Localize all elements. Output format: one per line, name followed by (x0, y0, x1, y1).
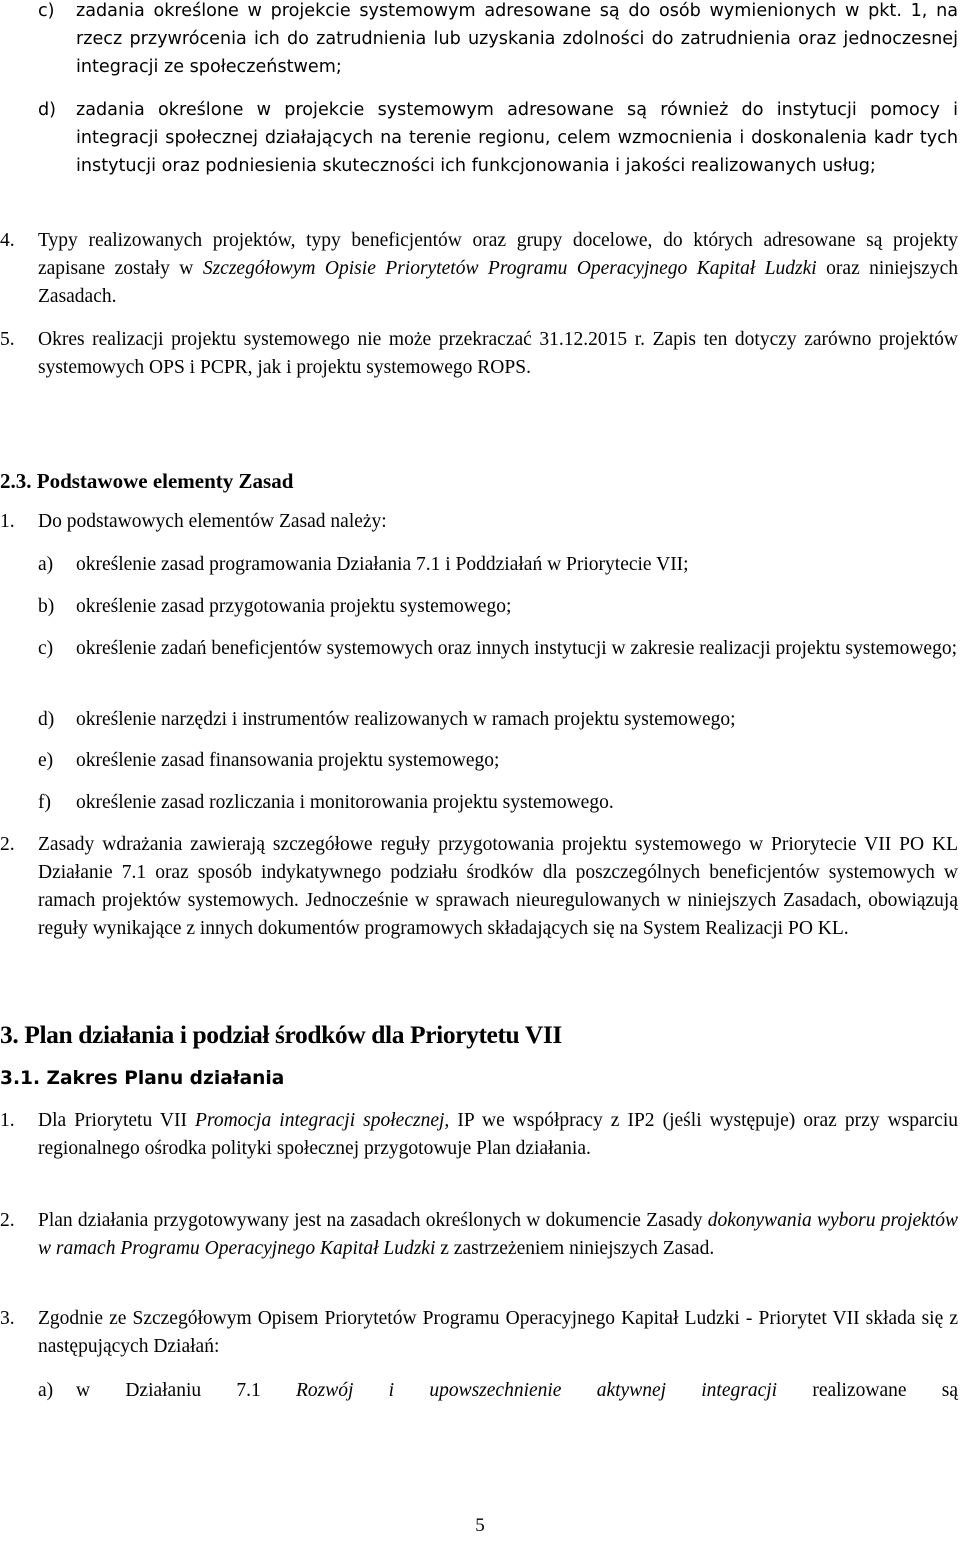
list-item-text: zadania określone w projekcie systemowym adresowane są również do instytucji pomocy i integracji społecznej działających na terenie regionu, celem wzmocnienia i doskonalenia kadr tych instytucji oraz podniesienia skuteczności ich funkcjonowania i jakości realizowanych usług; (76, 100, 958, 176)
paragraph-text: Zasady wdrażania zawierają szczegółowe reguły przygotowania projektu systemowego w Priorytecie VII PO KL Działanie 7.1 oraz sposób indykatywnego podziału środków dla poszczególnych beneficjentów systemowych w ramach projektów systemowych. Jednocześnie w sprawach nieuregulowanych w niniejszych Zasadach, obowiązują reguły wynikające z innych dokumentów programowych składających się na System Realizacji PO KL. (38, 834, 958, 939)
list-marker: d) (38, 709, 55, 730)
paragraph-number: 4. (0, 230, 15, 251)
paragraph-number: 5. (0, 329, 15, 350)
list-item-text: określenie zasad finansowania projektu systemowego; (76, 750, 500, 771)
italic-priority-title: Promocja integracji społecznej, (195, 1110, 450, 1131)
paragraph-number: 3. (0, 1308, 15, 1329)
list-item-text: określenie narzędzi i instrumentów realizowanych w ramach projektu systemowego; (76, 709, 736, 730)
list-item-a (38, 551, 958, 579)
page-number: 5 (475, 1515, 485, 1536)
text-run: Typy realizowanych projektów, typy beneficjentów oraz grupy docelowe, do których adresowane są projekty zapisane zostały w (38, 230, 958, 279)
text-run: Plan działania przygotowywany jest na zasadach określonych w dokumencie Zasady (38, 1210, 708, 1231)
numbered-paragraph-3 (0, 1305, 958, 1361)
list-marker: d) (38, 100, 57, 120)
paragraph-number: 2. (0, 1210, 15, 1231)
paragraph-text: Okres realizacji projektu systemowego nie może przekraczać 31.12.2015 r. Zapis ten dotyczy zarówno projektów systemowych OPS i PCPR, jak i projektu systemowego ROPS. (38, 329, 958, 378)
text-run: oraz niniejszych Zasadach. (38, 258, 958, 307)
list-item-d-continued (38, 96, 958, 180)
list-marker: f) (38, 792, 51, 813)
list-marker: e) (38, 750, 54, 771)
paragraph-text (38, 1207, 958, 1263)
section-heading-3: 3. Plan działania i podział środków dla Priorytetu VII (0, 1020, 562, 1049)
text-run: realizowane są (777, 1380, 959, 1401)
list-item-f (38, 789, 958, 817)
text-run: Dla Priorytetu VII (38, 1110, 196, 1131)
numbered-paragraph-2 (0, 831, 958, 943)
paragraph-text: Zgodnie ze Szczegółowym Opisem Priorytetów Programu Operacyjnego Kapitał Ludzki - Priorytet VII składa się z następujących Działań: (38, 1308, 958, 1357)
italic-document-title: dokonywania wyboru projektów w ramach Programu Operacyjnego Kapitał Ludzki (38, 1210, 958, 1259)
numbered-paragraph-1 (0, 1107, 958, 1163)
list-item-text: określenie zasad przygotowania projektu systemowego; (76, 596, 512, 617)
section-heading-2-3: 2.3. Podstawowe elementy Zasad (0, 469, 294, 493)
list-item-text (76, 1377, 958, 1405)
paragraph-text (38, 227, 958, 311)
numbered-paragraph-1 (0, 508, 958, 536)
paragraph-number: 1. (0, 1110, 15, 1131)
numbered-paragraph-4 (0, 227, 958, 311)
italic-document-title: Szczegółowym Opisie Priorytetów Programu Operacyjnego Kapitał Ludzki (202, 258, 817, 279)
list-marker: a) (38, 554, 54, 575)
text-run: w Działaniu 7.1 (76, 1380, 296, 1401)
paragraph-text (38, 1107, 958, 1163)
list-item-text: określenie zasad programowania Działania 7.1 i Poddziałań w Priorytecie VII; (76, 554, 689, 575)
list-item-text: zadania określone w projekcie systemowym adresowane są do osób wymienionych w pkt. 1, na rzecz przywrócenia ich do zatrudnienia lub uzyskania zdolności do zatrudnienia oraz jednoczesnej integracji ze społeczeństwem; (76, 1, 958, 77)
paragraph-text: Do podstawowych elementów Zasad należy: (38, 511, 387, 532)
numbered-paragraph-5 (0, 326, 958, 382)
list-marker: c) (38, 638, 54, 659)
italic-measure-title: Rozwój i upowszechnienie aktywnej integracji (296, 1380, 778, 1401)
list-item-b (38, 593, 958, 621)
list-item-c-continued (38, 0, 958, 81)
text-run: z zastrzeżeniem niniejszych Zasad. (435, 1238, 715, 1259)
text-run: IP we współpracy z IP2 (jeśli występuje) oraz przy wsparciu regionalnego ośrodka polityki społecznej przygotowuje Plan działania. (38, 1110, 958, 1159)
numbered-paragraph-2 (0, 1207, 958, 1263)
list-item-e (38, 747, 958, 775)
paragraph-number: 1. (0, 511, 15, 532)
list-item-text: określenie zadań beneficjentów systemowych oraz innych instytucji w zakresie realizacji projektu systemowego; (76, 638, 957, 659)
list-marker: c) (38, 1, 55, 21)
section-heading-3-1: 3.1. Zakres Planu działania (0, 1068, 285, 1089)
list-item-d (38, 706, 958, 734)
paragraph-number: 2. (0, 834, 15, 855)
list-item-a (38, 1377, 958, 1405)
list-marker: b) (38, 596, 55, 617)
list-item-text: określenie zasad rozliczania i monitorowania projektu systemowego. (76, 792, 614, 813)
list-marker: a) (38, 1380, 54, 1401)
list-item-c (38, 635, 958, 663)
